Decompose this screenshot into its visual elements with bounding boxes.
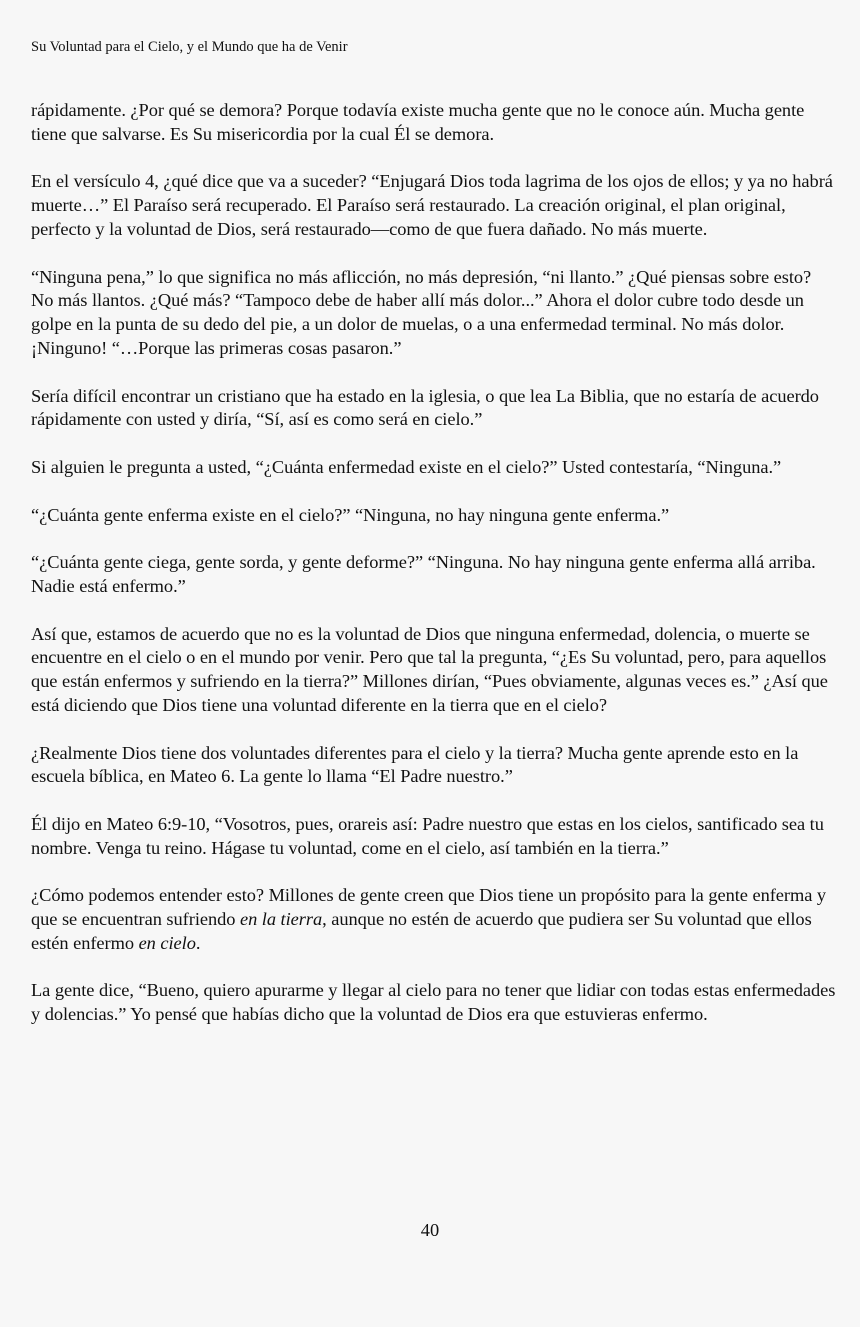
running-header: Su Voluntad para el Cielo, y el Mundo que ha de Venir (31, 39, 348, 55)
paragraph: “Ninguna pena,” lo que significa no más aflicción, no más depresión, “ni llanto.” ¿Qué piensas sobre esto? No más llantos. ¿Qué más? “Tampoco debe de haber allí más dolor...” Ahora el dolor cubre todo desde un golpe en la punta de su dedo del pie, a un dolor de muelas, o a una enfermedad terminal. No más dolor. ¡Ninguno! “…Porque las primeras cosas pasaron.” (31, 266, 812, 358)
document-body (31, 99, 836, 1051)
paragraph: Así que, estamos de acuerdo que no es la voluntad de Dios que ninguna enfermedad, dolencia, o muerte se encuentre en el cielo o en el mundo por venir. Pero que tal la pregunta, “¿Es Su voluntad, pero, para aquellos que están enfermos y sufriendo en la tierra?” Millones dirían, “Pues obviamente, algunas veces es.” ¿Así que está diciendo que Dios tiene una voluntad diferente en la tierra que en el cielo? (31, 623, 828, 715)
paragraph: “¿Cuánta gente enferma existe en el cielo?” “Ninguna, no hay ninguna gente enferma.” (31, 504, 670, 525)
paragraph: ¿Realmente Dios tiene dos voluntades diferentes para el cielo y la tierra? Mucha gente aprende esto en la escuela bíblica, en Mateo 6. La gente lo llama “El Padre nuestro.” (31, 742, 799, 787)
paragraph (31, 884, 836, 955)
paragraph: En el versículo 4, ¿qué dice que va a suceder? “Enjugará Dios toda lagrima de los ojos de ellos; y ya no habrá muerte…” El Paraíso será recuperado. El Paraíso será restaurado. La creación original, el plan original, perfecto y la voluntad de Dios, será restaurado—como de que fuera dañado. No más muerte. (31, 171, 833, 239)
paragraph: rápidamente. ¿Por qué se demora? Porque todavía existe mucha gente que no le conoce aún. Mucha gente tiene que salvarse. Es Su misericordia por la cual Él se demora. (31, 100, 805, 144)
paragraph: “¿Cuánta gente ciega, gente sorda, y gente deforme?” “Ninguna. No hay ninguna gente enferma allá arriba. Nadie está enfermo.” (31, 552, 816, 596)
paragraph-text: , aunque no estén de acuerdo que pudiera ser Su voluntad que ellos estén enfermo (31, 909, 812, 953)
italic-phrase: en cielo (138, 932, 196, 953)
paragraph: Sería difícil encontrar un cristiano que ha estado en la iglesia, o que lea La Biblia, que no estaría de acuerdo rápidamente con usted y diría, “Sí, así es como será en cielo.” (31, 385, 819, 430)
italic-phrase: en la tierra (240, 909, 323, 930)
paragraph-text: . (195, 932, 201, 953)
paragraph-text: ¿Cómo podemos entender esto? Millones de gente creen que Dios tiene un propósito para la gente enferma y que se encuentran sufriendo (31, 885, 827, 930)
paragraph: Él dijo en Mateo 6:9-10, “Vosotros, pues, orareis así: Padre nuestro que estas en los cielos, santificado sea tu nombre. Venga tu reino. Hágase tu voluntad, come en el cielo, así también en la tierra.” (31, 813, 824, 858)
paragraph: Si alguien le pregunta a usted, “¿Cuánta enfermedad existe en el cielo?” Usted contestaría, “Ninguna.” (31, 456, 782, 477)
page-number: 40 (420, 1220, 440, 1240)
paragraph: La gente dice, “Bueno, quiero apurarme y llegar al cielo para no tener que lidiar con todas estas enfermedades y dolencias.” Yo pensé que habías dicho que la voluntad de Dios era que estuvieras enfermo. (31, 980, 836, 1025)
